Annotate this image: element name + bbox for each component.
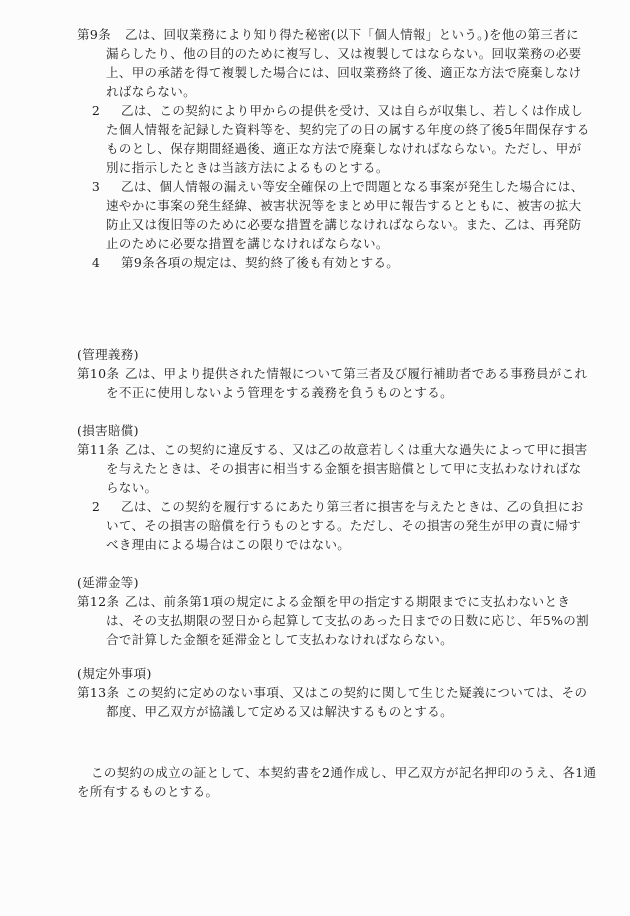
article-12-line-1 xyxy=(77,592,571,611)
article-11-line-3: らない。 xyxy=(106,480,158,495)
article-12-heading: (延滞金等) xyxy=(77,575,139,590)
article-9-item-3-line-2: 速やかに事案の発生経緯、被害状況等をまとめ甲に報告するとともに、被害の拡大 xyxy=(106,198,582,213)
item-number: 3 xyxy=(91,179,101,194)
article-9-item-2-line-3: ものとし、保存期間経過後、適正な方法で廃棄しなければならない。ただし、甲が xyxy=(106,141,582,156)
article-10-line-2: を不正に使用しないよう管理をする義務を負うものとする。 xyxy=(106,385,453,400)
article-10-label: 第10条 xyxy=(77,366,120,381)
article-9-label: 第9条 xyxy=(77,27,112,42)
article-12-text: 乙は、前条第1項の規定による金額を甲の指定する期限までに支払わないとき xyxy=(125,594,571,609)
closing-line-2: を所有するものとする。 xyxy=(77,784,219,799)
article-13-line-2: 都度、甲乙双方が協議して定める又は解決するものとする。 xyxy=(106,704,453,719)
article-9-line-4: ればならない。 xyxy=(106,84,196,99)
article-11-label: 第11条 xyxy=(77,442,120,457)
article-12-line-2: は、その支払期限の翌日から起算して支払のあった日までの日数に応じ、年5%の割 xyxy=(106,613,590,628)
article-12-line-3: 合で計算した金額を延滞金として支払わなければならない。 xyxy=(106,632,453,647)
article-9-item-3-line-3: 防止又は復旧等のために必要な措置を講じなければならない。また、乙は、再発防 xyxy=(106,217,582,232)
article-13-heading: (規定外事項) xyxy=(77,666,152,681)
article-11-item-2-line-2: いて、その損害の賠償を行うものとする。ただし、その損害の発生が甲の責に帰す xyxy=(106,518,582,533)
item-text: 乙は、この契約を履行するにあたり第三者に損害を与えたときは、乙の負担にお xyxy=(121,499,584,514)
article-9-line-2: 漏らしたり、他の目的のために複写し、又は複製してはならない。回収業務の必要 xyxy=(106,46,582,61)
article-9-item-3-line-4: 止のために必要な措置を講じなければならない。 xyxy=(106,236,389,251)
article-9-item-3-line-1 xyxy=(77,177,584,196)
article-13-line-1 xyxy=(77,683,588,702)
article-9-item-2-line-1 xyxy=(77,101,584,120)
article-11-heading: (損害賠償) xyxy=(77,423,139,438)
article-13-label: 第13条 xyxy=(77,685,120,700)
item-text: 乙は、この契約により甲からの提供を受け、又は自らが収集し、若しくは作成し xyxy=(121,103,584,118)
article-10-line-1 xyxy=(77,364,588,383)
item-text: 乙は、個人情報の漏えい等安全確保の上で問題となる事案が発生した場合には、 xyxy=(121,179,584,194)
item-number: 2 xyxy=(91,103,101,118)
item-number: 2 xyxy=(91,499,101,514)
item-number: 4 xyxy=(91,255,101,270)
article-9-text: 乙は、回収業務により知り得た秘密(以下「個人情報」という。)を他の第三者に xyxy=(125,27,579,42)
article-11-item-2-line-3: べき理由による場合はこの限りではない。 xyxy=(106,537,351,552)
article-9-line-3: 上、甲の承諾を得て複製した場合には、回収業務終了後、適正な方法で廃棄しなけ xyxy=(106,65,582,80)
article-11-line-1 xyxy=(77,440,588,459)
article-10-text: 乙は、甲より提供された情報について第三者及び履行補助者である事務員がこれ xyxy=(125,366,588,381)
closing-line-1: この契約の成立の証として、本契約書を2通作成し、甲乙双方が記名押印のうえ、各1通 xyxy=(91,765,597,780)
article-9-line-1 xyxy=(77,25,579,44)
article-11-line-2: を与えたときは、その損害に相当する金額を損害賠償として甲に支払わなければな xyxy=(106,461,582,476)
article-10-heading: (管理義務) xyxy=(77,347,139,362)
item-text: 第9条各項の規定は、契約終了後も有効とする。 xyxy=(121,255,400,270)
article-11-item-2-line-1 xyxy=(77,497,584,516)
article-9-item-2-line-4: 別に指示したときは当該方法によるものとする。 xyxy=(106,160,389,175)
article-9-item-4-line-1 xyxy=(77,253,552,272)
article-12-label: 第12条 xyxy=(77,594,120,609)
article-11-text: 乙は、この契約に違反する、又は乙の故意若しくは重大な過失によって甲に損害 xyxy=(125,442,588,457)
article-9-item-2-line-2: た個人情報を記録した資料等を、契約完了の日の属する年度の終了後5年間保存する xyxy=(106,122,590,137)
article-13-text: この契約に定めのない事項、又はこの契約に関して生じた疑義については、その xyxy=(125,685,588,700)
